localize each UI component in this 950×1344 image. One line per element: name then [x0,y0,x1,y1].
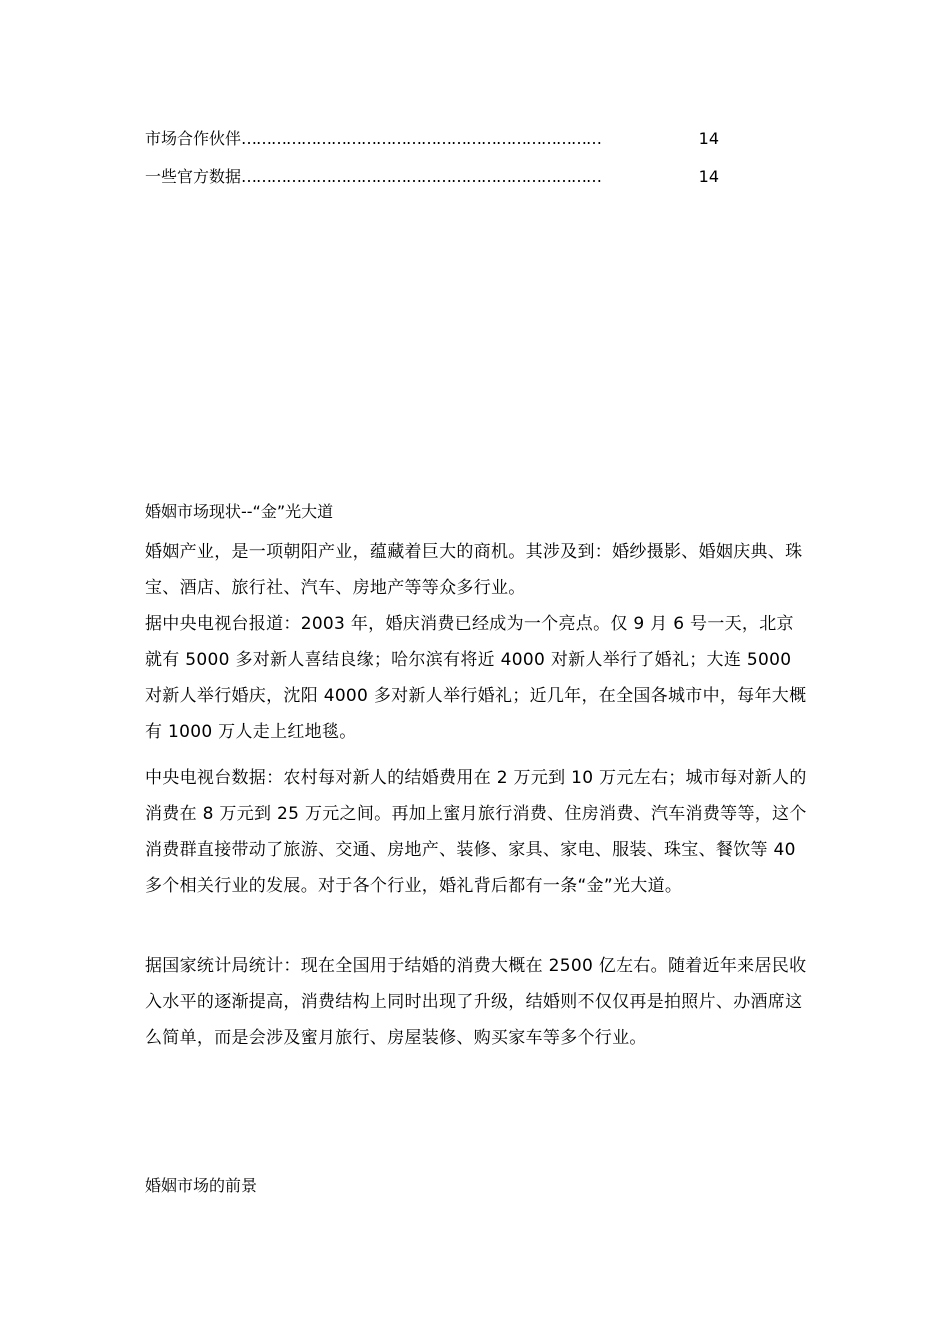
paragraph: 中央电视台数据：农村每对新人的结婚费用在 2 万元到 10 万元左右；城市每对新人的消费在 8 万元到 25 万元之间。再加上蜜月旅行消费、住房消费、汽车消费等等，这个消费群直接带动了旅游、交通、房地产、装修、家具、家电、服装、珠宝、餐饮等 40 多个相关行业的发展。对于各个行业，婚礼背后都有一条“金”光大道。 [145,768,807,896]
section-heading: 婚姻市场的前景 [145,1176,258,1195]
toc-entry[interactable] [145,129,725,149]
toc-page-number: 14 [698,129,719,148]
toc-entry-title: 一些官方数据 [145,167,242,186]
toc-entry[interactable] [145,167,725,187]
paragraph: 婚姻产业，是一项朝阳产业，蕴藏着巨大的商机。其涉及到：婚纱摄影、婚姻庆典、珠宝、酒店、旅行社、汽车、房地产等等众多行业。 [145,542,803,598]
toc-leader-dots: ……………………………………………………………… [241,167,602,186]
toc-entry-title: 市场合作伙伴 [145,129,242,148]
paragraph: 据中央电视台报道：2003 年，婚庆消费已经成为一个亮点。仅 9 月 6 号一天，北京就有 5000 多对新人喜结良缘；哈尔滨有将近 4000 对新人举行了婚礼；大连 5000 对新人举行婚庆，沈阳 4000 多对新人举行婚礼；近几年，在全国各城市中，每年大概有 1000 万人走上红地毯。 [145,614,807,742]
paragraph: 据国家统计局统计：现在全国用于结婚的消费大概在 2500 亿左右。随着近年来居民收入水平的逐渐提高，消费结构上同时出现了升级，结婚则不仅仅再是拍照片、办酒席这么简单，而是会涉及蜜月旅行、房屋装修、购买家车等多个行业。 [145,956,807,1048]
toc-leader-dots: ……………………………………………………………… [241,129,602,148]
section-heading: 婚姻市场现状--“金”光大道 [145,502,334,521]
toc-page-number: 14 [698,167,719,186]
